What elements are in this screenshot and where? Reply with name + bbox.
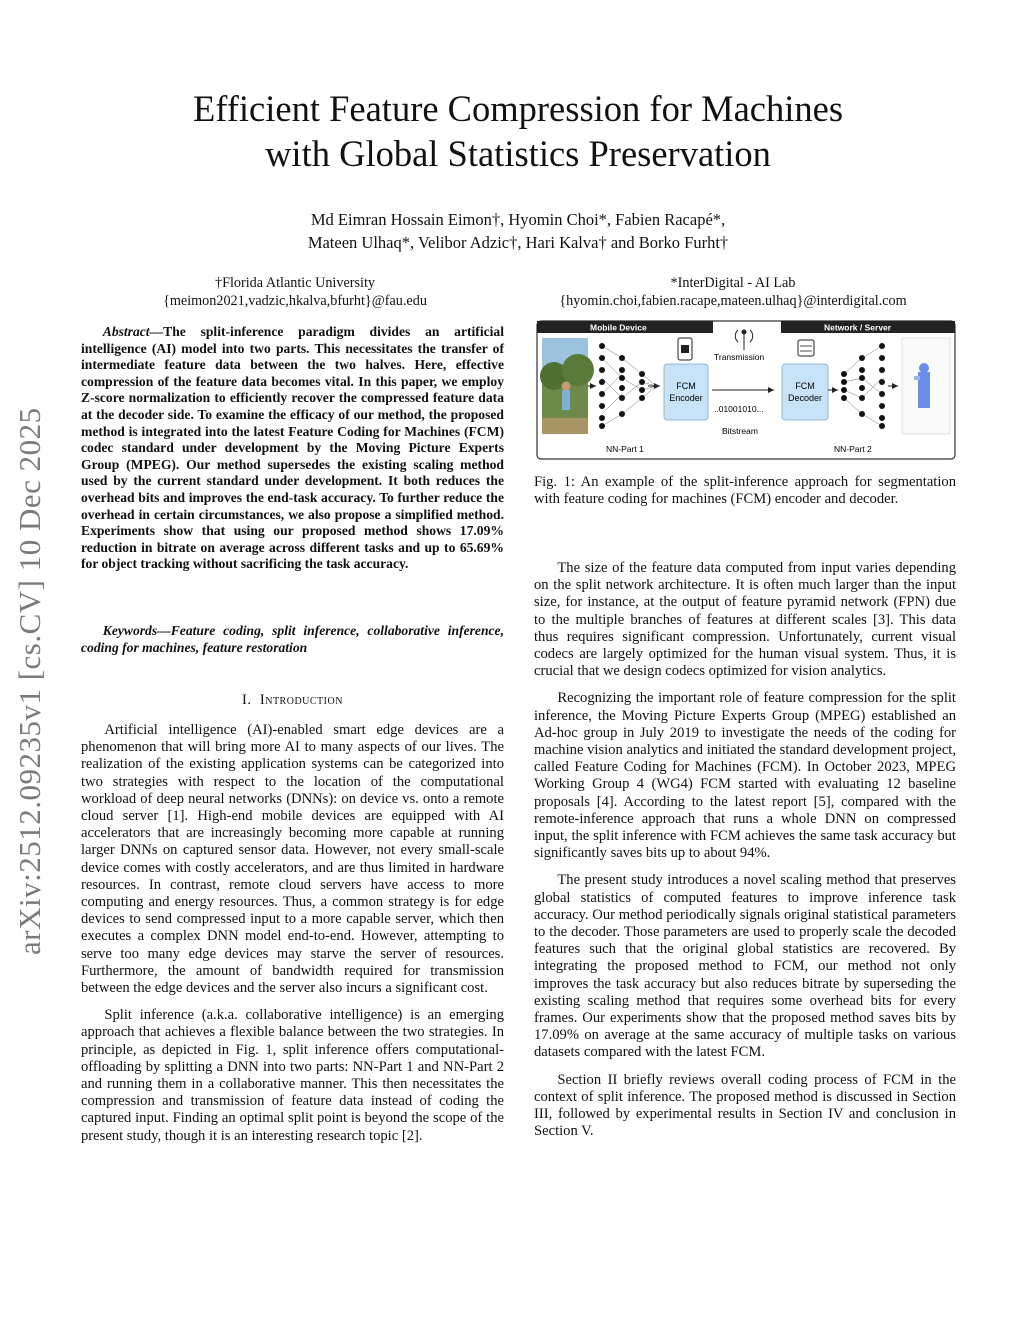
keywords: [81, 623, 504, 656]
bits-label: ..01001010...: [714, 404, 764, 414]
abstract-text: —The split-inference paradigm divides an artificial intelligence (AI) model into two parts. This necessitates the transfer of intermediate feature data between the two halves. Here, effective compression of the feature data becomes vital. In this paper, we employ Z-score normalization to efficiently recover the compressed feature data at the decoder side. To examine the efficacy of our method, the proposed method is integrated into the latest Feature Coding for Machines (FCM) codec standard under development by the Moving Picture Experts Group (MPEG). Our method supersedes the existing scaling method used by the current standard under development. It both reduces the overhead bits and improves the end-task accuracy. To further reduce the overhead in certain circumstances, we also propose a simplified method. Experiments show that using our proposed method shows 17.09% reduction in bitrate on average across different tasks and up to 65.69% for object tracking without sacrificing the task accuracy.: [81, 324, 504, 572]
decoder-label-1: FCM: [795, 381, 815, 391]
title-line-2: with Global Statistics Preservation: [265, 133, 771, 174]
segmentation-output: [902, 338, 950, 434]
paragraph: Recognizing the important role of feature compression for the split inference, the Moving Picture Experts Group (MPEG) established an Ad-hoc group in July 2019 to investigate the needs of the coding for machine vision analytics and initiated the standard development project, called Feature Coding for Machines (FCM). In October 2023, MPEG Working Group 4 (WG4) FCM started with evaluating 12 baseline proposals [4]. According to the latest report [5], compared with the remote-inference approach that runs a whole DNN on compressed input, the split inference with FCM achieves the same task accuracy but significantly saves bits up to about 94%.: [534, 690, 956, 862]
transmission-label: Transmission: [714, 352, 765, 362]
paragraph: The present study introduces a novel scaling method that preserves global statistics of computed features to improve inference task accuracy. Our method periodically signals original statistical parameters to the decoder. Those parameters are used to properly scale the decoded features such that the original global statistics are recovered. By integrating the proposed method to FCM, our method not only improves the task accuracy but also reduces bitrate by superseding the existing scaling method that requires some overhead bits for every frames. Our experiments show that the proposed method saves bits by 17.09% on average at the same accuracy of multiple tasks on various datasets compared with the latest FCM.: [534, 872, 956, 1061]
affiliation-fau: [80, 274, 510, 310]
fcm-decoder-box: [782, 364, 828, 420]
bitstream-label: Bitstream: [722, 426, 758, 436]
abstract-lead: Abstract: [102, 324, 150, 339]
figure-1-caption: Fig. 1: An example of the split-inference approach for segmentation with feature coding for machines (FCM) encoder and decoder.: [534, 474, 956, 508]
introduction-body: [81, 722, 504, 1145]
keywords-text: —Feature coding, split inference, collaborative inference, coding for machines, feature restoration: [81, 623, 504, 655]
paragraph: Split inference (a.k.a. collaborative intelligence) is an emerging approach that achieves a flexible balance between the two strategies. In principle, as depicted in Fig. 1, split inference offers computational-offloading by splitting a DNN into two parts: NN-Part 1 and NN-Part 2 and running them in a collaborative manner. This then necessitates the compression and transmission of feature data instead of coding the captured input. Finding an optimal split point is beyond the scope of the present study, though it is an interesting research topic [2].: [81, 1007, 504, 1144]
authors-line-2: Mateen Ulhaq*, Velibor Adzic†, Hari Kalva† and Borko Furht†: [307, 233, 729, 252]
keywords-lead: Keywords: [102, 623, 158, 638]
affiliation-interdigital-email: {hyomin.choi,fabien.racape,mateen.ulhaq}@interdigital.com: [559, 293, 907, 309]
figure-1-diagram: [536, 318, 956, 462]
title-line-1: Efficient Feature Compression for Machines: [192, 88, 844, 129]
input-photo: [540, 338, 594, 434]
paragraph: The size of the feature data computed from input varies depending on the split network architecture. It is often much larger than the input size, for instance, at the output of feature pyramid network (FPN) due to the multiple branches of features at different scales [3]. This data thus requires significant compression. Unfortunately, current visual codecs are largely optimized for the human visual system. Thus, it is crucial that we design codecs optimized for vision analytics.: [534, 560, 956, 680]
phone-chip-icon: [678, 338, 692, 360]
paper-title: [80, 86, 956, 176]
section-title: Introduction: [259, 692, 343, 708]
right-column-body: [534, 560, 956, 1141]
server-icon: [798, 340, 814, 356]
paragraph: Section II briefly reviews overall coding process of FCM in the context of split inference. The proposed method is discussed in Section III, followed by experimental results in Section IV and conclusion in Section V.: [534, 1071, 956, 1140]
mobile-device-label: Mobile Device: [590, 322, 647, 333]
nn-part2-label: NN-Part 2: [834, 444, 872, 454]
decoder-label-2: Decoder: [787, 393, 823, 403]
section-heading-introduction: [81, 692, 504, 709]
affiliation-fau-name: †Florida Atlantic University: [215, 275, 375, 291]
encoder-label-2: Encoder: [669, 393, 703, 403]
authors-line-1: Md Eimran Hossain Eimon†, Hyomin Choi*, Fabien Racapé*,: [310, 210, 726, 229]
abstract: [81, 324, 504, 573]
arxiv-identifier: arXiv:2512.09235v1 [cs.CV] 10 Dec 2025: [12, 407, 47, 955]
author-list: [80, 208, 956, 254]
section-numeral: I.: [242, 692, 252, 708]
server-label: Network / Server: [824, 322, 892, 333]
affiliation-interdigital: [510, 274, 956, 310]
paragraph: Artificial intelligence (AI)-enabled smart edge devices are a phenomenon that will bring more AI to many aspects of our lives. The realization of the existing application systems can be categorized into two strategies with respect to the location of the computational workload of deep neural networks (DNNs): on device vs. onto a remote cloud server [1]. High-end mobile devices are equipped with AI accelerators that are increasingly becoming more capable at running larger DNNs on captured sensor data. However, not every small-scale device comes with costly accelerators, and are thus limited in hardware resources. In contrast, remote cloud servers have access to more computing and energy resources. Thus, a common strategy is for edge devices to send compressed input to a more capable server, which then executes a complex DNN model end-to-end. However, attempting to serve too many edge devices may starve the server of resources. Furthermore, the amount of bandwidth required for transmission between the edge devices and the server also incurs a significant cost.: [81, 722, 504, 997]
nn-part1-label: NN-Part 1: [606, 444, 644, 454]
affiliation-fau-email: {meimon2021,vadzic,hkalva,bfurht}@fau.edu: [163, 293, 427, 309]
fcm-encoder-box: [664, 364, 708, 420]
encoder-label-1: FCM: [676, 381, 696, 391]
affiliation-interdigital-name: *InterDigital - AI Lab: [670, 275, 796, 291]
